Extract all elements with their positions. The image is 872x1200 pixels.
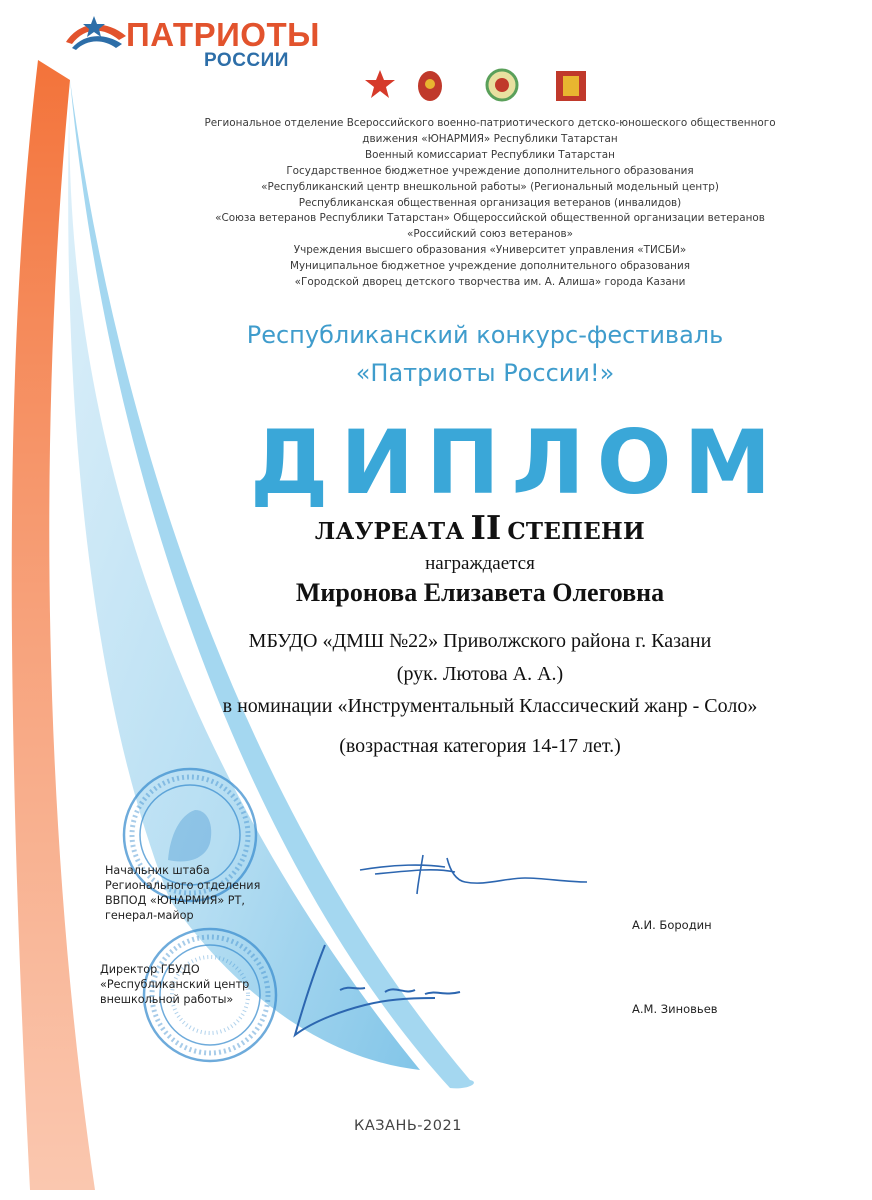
supervisor-name: (рук. Лютова А. А.) — [396, 663, 564, 685]
emblems-row — [360, 66, 600, 106]
position-line: ВВПОД «ЮНАРМИЯ» РТ, — [105, 894, 245, 907]
age-category: (возрастная категория 14-17 лет.) — [339, 735, 621, 757]
awarded-text: награждается — [425, 553, 535, 574]
organizer-line: Государственное бюджетное учреждение дополнительного образования — [286, 164, 694, 177]
organizer-line: Муниципальное бюджетное учреждение дополнительного образования — [290, 260, 690, 273]
organizer-line: «Городской дворец детского творчества им. А. Алиша» города Казани — [294, 276, 686, 289]
organizer-line: «Союза ветеранов Республики Татарстан» Общероссийской общественной организации ветеранов — [215, 212, 765, 225]
contest-title-line1: Республиканский конкурс-фестиваль — [246, 321, 724, 349]
degree-word: СТЕПЕНИ — [507, 518, 646, 545]
organizer-line: Региональное отделение Всероссийского военно-патриотического детско-юношеского общественного — [204, 117, 776, 129]
position-line: Регионального отделения — [105, 879, 261, 892]
footer-city-year: КАЗАНЬ-2021 — [354, 1118, 462, 1134]
signatory-2-position — [100, 962, 249, 1007]
laureate-word: ЛАУРЕАТА — [314, 518, 465, 545]
position-line: Начальник штаба — [105, 864, 210, 877]
laureate-degree — [280, 508, 680, 547]
signatory-1-position — [105, 863, 260, 923]
yunarmia-star-icon — [365, 70, 395, 98]
diploma-title: ДИПЛОМ — [250, 411, 784, 514]
contest-title — [190, 316, 780, 392]
position-line: внешкольной работы» — [100, 993, 234, 1006]
signatory-1-name: А.И. Бородин — [632, 918, 712, 932]
organizer-line: «Российский союз ветеранов» — [407, 228, 573, 241]
logo-subtitle: РОССИИ — [204, 50, 289, 71]
veterans-emblem-icon — [556, 71, 586, 101]
degree-numeral: II — [470, 508, 502, 547]
school-name: МБУДО «ДМШ №22» Приволжского района г. Казани — [248, 630, 712, 652]
recipient-name: Миронова Елизавета Олеговна — [295, 578, 665, 607]
school-info — [130, 625, 830, 691]
patriots-logo — [64, 12, 320, 71]
logo-title: ПАТРИОТЫ — [126, 16, 320, 53]
contest-title-line2: «Патриоты России!» — [355, 359, 615, 387]
signatory-2-name: А.М. Зиновьев — [632, 1002, 718, 1016]
organizer-line: «Республиканский центр внешкольной работы» (Региональный модельный центр) — [261, 180, 719, 193]
signature-borodin — [355, 850, 595, 900]
tatarstan-emblem-icon — [487, 70, 517, 100]
organizer-line: движения «ЮНАРМИЯ» Республики Татарстан — [362, 132, 618, 145]
orange-swoosh — [12, 60, 95, 1190]
organizer-line: Военный комиссариат Республики Татарстан — [365, 148, 615, 161]
nomination-text: в номинации «Инструментальный Классический жанр - Соло» — [222, 695, 758, 717]
position-line: генерал-майор — [105, 909, 194, 922]
organizer-line: Учреждения высшего образования «Университет управления «ТИСБИ» — [293, 244, 687, 257]
organizer-line: Республиканская общественная организация ветеранов (инвалидов) — [298, 196, 682, 209]
signature-zinovyev — [285, 940, 525, 1050]
star-ribbon-icon — [64, 14, 134, 54]
military-commissariat-emblem-icon — [418, 71, 442, 101]
position-line: Директор ГБУДО — [100, 963, 200, 976]
organizers-list — [190, 116, 790, 291]
position-line: «Республиканский центр — [100, 978, 250, 991]
